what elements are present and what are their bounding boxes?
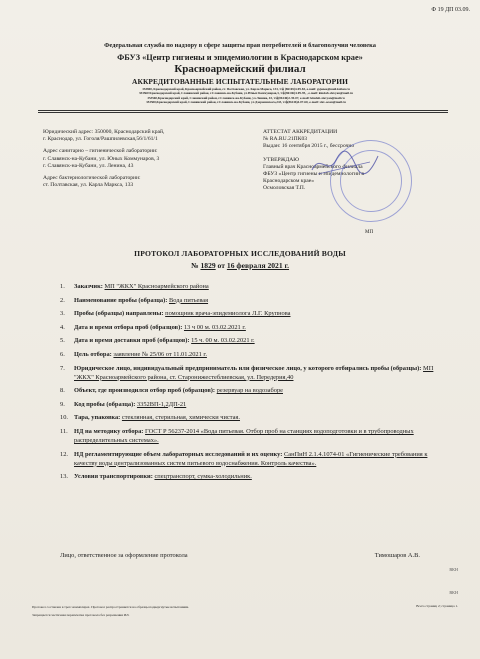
header-agency: Федеральная служба по надзору в сфере защиты прав потребителей и благополучия человека xyxy=(104,42,376,49)
list-item: 6. Цель отбора: заявление № 25/06 от 11.01.2021 г. xyxy=(60,350,207,358)
protocol-items xyxy=(60,282,450,486)
legal-address: Юридический адрес: 350000, Краснодарский край, г. Краснодар, ул. Гоголя/Рашпилевская,56/1/61/1 xyxy=(43,129,165,143)
list-item: 7. Юридическое лицо, индивидуальный предприниматель или физическое лицо, у которого отбирались пробы (образцы): МП "ЖКХ" Красноармейского района, ст. Старонижестеблиевская, ул. Передерия,40 xyxy=(60,364,434,381)
list-item: 1. Заказчик: МП "ЖКХ" Красноармейского района xyxy=(60,283,209,290)
protocol-number-value: 1829 xyxy=(200,261,216,270)
list-item: 5. Дата и время доставки проб (образцов): 15 ч. 00 м. 03.02.2021 г. xyxy=(60,337,255,345)
list-item: 12. НД регламентирующие объем лабораторных исследований и их оценку: СанПиН 2.1.4.1074-01 «Гигиенические требования к качеству воды централизованных систем питьевого водоснабжения. Контроль качества». xyxy=(60,450,428,467)
protocol-title: ПРОТОКОЛ ЛАБОРАТОРНЫХ ИССЛЕДОВАНИЙ ВОДЫ xyxy=(134,249,346,258)
list-item: 10. Тара, упаковка: стеклянная, стерильная, химически чистая. xyxy=(60,414,240,422)
sanitary-lab-address: Адрес санитарно – гигиенической лаборатории: г. Славянск-на-Кубани, ул. Юных Коммунаров, 3 г. Славянск-на-Кубани, ул. Ленина, 43 xyxy=(43,148,160,169)
vkn-mark: ВКН xyxy=(449,567,458,572)
contact-line: 353800, Краснодарский край, Красноармейский район, ст. Полтавская, ул. Карла Маркса, 133, т/ф (86165)4-09-83, e-mail: gsjoneo@mail.kuban.ru xyxy=(142,87,350,91)
list-item: 11. НД на методику отбора: ГОСТ Р 56237-2014 «Вода питьевая. Отбор проб на станциях водоподготовки и в трубопроводных распределительных системах». xyxy=(60,427,414,444)
contact-line: 353500,Краснодарский край, Славянский район, г.Славянск-на-Кубани, ул.Дзержинского,243, т/ф(86146)4-07-60, e-mail: slav-sessn@mail.ru xyxy=(146,100,346,105)
header-contacts xyxy=(76,87,416,105)
stamp-label: МП xyxy=(365,230,374,235)
header-divider-thin xyxy=(38,112,448,113)
header-organization: ФБУЗ «Центр гигиены и эпидемиологии в Краснодарском крае» xyxy=(117,53,363,62)
responsible-signature xyxy=(60,552,420,559)
protocol-number: № 1829 от 16 февраля 2021 г. xyxy=(190,261,290,270)
header-branch: Красноармейский филиал xyxy=(174,63,306,75)
contact-line: 353560 Краснодарский край, Славянский район, г.Славянск-на-Кубани, ул.Юных Коммунаров,3, т/ф(86146)4-09-95, , e-mail: kinslab-slavyan@mail.ru xyxy=(139,91,353,96)
form-code: Ф 19 ДП 03.09. xyxy=(431,7,470,13)
signature-label: Лицо, ответственное за оформление протокола xyxy=(60,552,188,559)
page-count: Всего страниц 2; страница 1. xyxy=(416,604,458,608)
contact-line: 353560,Краснодарский край, Славянский район, г.Славянск-на-Кубани, ул.Ленина, 43, т/ф(86146)2-39-07, e-mail: kinslab-slavyan@mail.ru xyxy=(147,95,345,100)
header-labs: АККРЕДИТОВАННЫЕ ИСПЫТАТЕЛЬНЫЕ ЛАБОРАТОРИИ xyxy=(132,77,348,86)
list-item: 9. Код пробы (образца): 3352ВП-1,2ДП-21 xyxy=(60,400,187,408)
vkn-mark: ВКН xyxy=(449,590,458,595)
list-item: 13. Условия транспортировки: спецтранспорт, сумка-холодильник. xyxy=(60,473,252,481)
addresses-block xyxy=(43,129,253,194)
accreditation-certificate: АТТЕСТАТ АККРЕДИТАЦИИ № RA.RU.21ПК03 Выдан: 16 сентября 2015 г., бессрочно xyxy=(263,129,355,150)
footer-notes: Протокол составлен в трех экземплярах. Протокол распространяется на образцы подвергнутые испытаниям. Запрещается частичная перепечатка протокола без разрешения ИЛ. xyxy=(32,605,189,617)
protocol-date: 16 февраля 2021 г. xyxy=(226,261,290,270)
approval-block: УТВЕРЖДАЮ Главный врач Красноармейского филиала ФБУЗ «Центр гигиены и эпидемиологии в Краснодарском крае» Осмоловская Т.П. xyxy=(263,156,365,192)
bacteriological-lab-address: Адрес бактериологической лаборатории: ст. Полтавская, ул. Карла Маркса, 133 xyxy=(43,175,141,189)
list-item: 4. Дата и время отбора проб (образцов): 13 ч 00 м. 03.02.2021 г. xyxy=(60,323,246,331)
list-item: 2. Наименование пробы (образца): Вода питьевая xyxy=(60,296,209,304)
header-divider xyxy=(38,110,448,111)
list-item: 8. Объект, где производился отбор проб (образцов): резервуар на водозаборе xyxy=(60,387,283,395)
list-item: 3. Пробы (образцы) направлены: помощник врача-эпидемиолога Л.Г. Крупнова xyxy=(60,310,291,318)
signature-icon xyxy=(310,148,380,178)
signature-name: Тимошаров А.В. xyxy=(374,552,420,559)
